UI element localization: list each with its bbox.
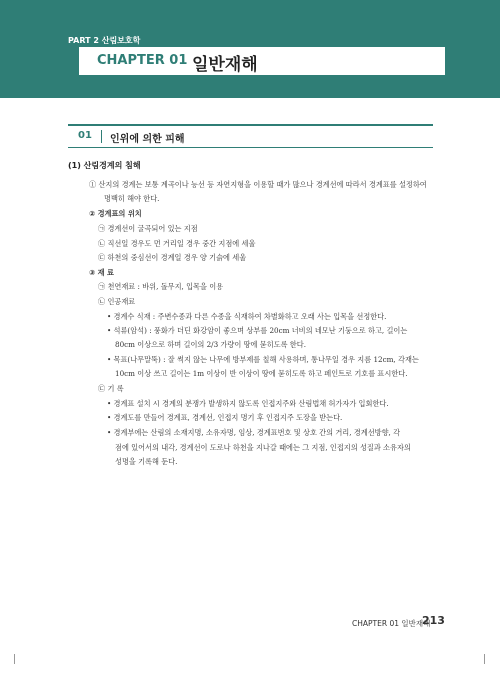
crop-mark-right <box>484 654 485 664</box>
item1-line1: ① 산지의 경계는 보통 계곡이나 능선 등 자연지형을 이용할 때가 많으나 경계선에 따라서 경계표를 설정하여 <box>89 180 427 189</box>
item3-a: ㉠ 천연재료 : 바위, 돌무지, 입목을 이용 <box>98 282 224 291</box>
section-title: 인위에 의한 피해 <box>110 134 185 145</box>
bullet-b2-line2: 80cm 이상으로 하며 길이의 2/3 가량이 땅에 묻히도록 한다. <box>115 340 306 349</box>
footer-chapter: CHAPTER 01 일반재해 <box>352 619 431 628</box>
part-label: PART 2 산림보호학 <box>68 36 141 45</box>
item1-line2: 명백히 해야 한다. <box>104 194 160 203</box>
bullet-c3-line3: 성명을 기록해 둔다. <box>115 457 178 466</box>
section-heading <box>68 124 433 148</box>
section-divider <box>101 130 102 143</box>
crop-mark-left <box>14 654 15 664</box>
item2-a: ㉠ 경계선이 굴곡되어 있는 지점 <box>98 224 198 233</box>
bullet-c2: • 경계도를 만들어 경계표, 경계선, 인접지 명기 후 인접지주 도장을 받는다. <box>107 413 343 422</box>
subsection-title: (1) 산림경계의 침해 <box>68 161 141 170</box>
bullet-c3-line2: 점에 있어서의 내각, 경계선이 도로나 하천을 지나갈 때에는 그 지점, 인접지의 성질과 소유자의 <box>115 443 411 452</box>
chapter-title: 일반재해 <box>192 55 258 75</box>
item2-c: ㉢ 하천의 중심선이 경계일 경우 양 기슭에 세울 <box>98 253 247 262</box>
section-number: 01 <box>78 130 92 141</box>
bullet-c3-line1: • 경계부에는 산림의 소재지명, 소유자명, 임상, 경계표번호 및 상호 간의 거리, 경계선방향, 각 <box>107 428 401 437</box>
bullet-b3-line2: 10cm 이상 쓰고 길이는 1m 이상이 반 이상이 땅에 묻히도록 하고 페인트로 기호를 표시한다. <box>115 369 408 378</box>
bullet-b2-line1: • 석류(암석) : 풍화가 더딘 화강암이 좋으며 상부를 20cm 너비의 네모난 기둥으로 하고, 길이는 <box>107 326 408 335</box>
bullet-b1: • 경계수 식재 : 주변수종과 다른 수종을 식재하여 차별화하고 오래 사는 입목을 선정한다. <box>107 312 387 321</box>
bullet-b3-line1: • 목표(나무말뚝) : 잘 썩지 않는 나무에 방부제를 칠해 사용하며, 통나무일 경우 지름 12cm, 각재는 <box>107 355 419 364</box>
item3-c: ㉢ 기 록 <box>98 384 124 393</box>
item3-title: ③ 재 료 <box>89 268 114 277</box>
item2-b: ㉡ 직선일 경우도 먼 거리일 경우 중간 지점에 세울 <box>98 239 256 248</box>
chapter-title-box <box>79 47 445 75</box>
chapter-header-band <box>0 0 500 98</box>
chapter-number: CHAPTER 01 <box>97 53 188 68</box>
item2-title: ② 경계표의 위치 <box>89 209 142 218</box>
item3-b: ㉡ 인공재료 <box>98 297 136 306</box>
page-number: 213 <box>422 614 445 627</box>
bullet-c1: • 경계표 설치 시 경계의 분쟁가 발생하지 않도록 인접지주와 산림법채 허가자가 입회한다. <box>107 399 389 408</box>
